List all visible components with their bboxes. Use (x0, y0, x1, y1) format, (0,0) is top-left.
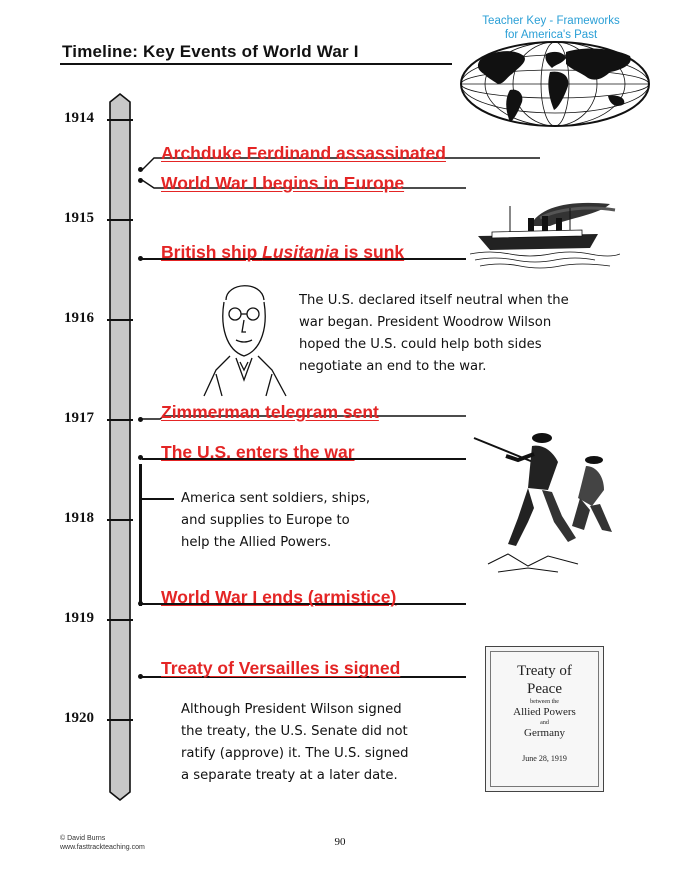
note-line: America sent soldiers, ships, (181, 491, 371, 506)
event-archduke-assassinated: Archduke Ferdinand assassinated (161, 143, 446, 163)
footer-copyright: © David Burns (60, 835, 106, 842)
year-label-1917: 1917 (64, 410, 94, 426)
note-line: ratify (approve) it. The U.S. signed (181, 746, 409, 761)
note-line: negotiate an end to the war. (299, 359, 487, 374)
note-neutrality (299, 290, 569, 378)
event-text-ship-name: Lusitania (262, 242, 339, 262)
note-line: a separate treaty at a later date. (181, 768, 398, 783)
page-number: 90 (334, 836, 346, 848)
year-label-1916: 1916 (64, 310, 94, 326)
event-text: British ship (161, 242, 263, 262)
year-tick (107, 719, 133, 721)
event-dot (138, 167, 143, 172)
world-map-globe-icon (458, 38, 652, 130)
event-war-ends-armistice: World War I ends (armistice) (161, 587, 397, 607)
note-senate-ratification (181, 699, 408, 787)
event-zimmerman-telegram: Zimmerman telegram sent (161, 402, 379, 422)
page-title: Timeline: Key Events of World War I (62, 42, 359, 61)
period-bracket (139, 464, 142, 606)
teacher-key-line: Teacher Key - Frameworks (482, 15, 620, 27)
year-label-1914: 1914 (64, 110, 94, 126)
event-lusitania-sunk (161, 242, 404, 263)
event-us-enters-war: The U.S. enters the war (161, 442, 355, 462)
note-line: hoped the U.S. could help both sides (299, 337, 542, 352)
event-war-begins: World War I begins in Europe (161, 173, 405, 193)
year-tick (107, 119, 133, 121)
note-line: Although President Wilson signed (181, 702, 402, 717)
event-treaty-of-versailles: Treaty of Versailles is signed (161, 658, 401, 678)
note-line: The U.S. declared itself neutral when the (299, 293, 569, 308)
woodrow-wilson-portrait-icon (196, 270, 292, 398)
note-line: and supplies to Europe to (181, 513, 350, 528)
event-text: is sunk (338, 242, 405, 262)
treaty-doc-date: June 28, 1919 (522, 754, 567, 763)
treaty-doc-party: Allied Powers (513, 706, 576, 718)
year-tick (107, 519, 133, 521)
soldiers-charging-icon (468, 426, 618, 576)
year-label-1915: 1915 (64, 210, 94, 226)
treaty-doc-title: Treaty of (517, 663, 572, 679)
note-line: help the Allied Powers. (181, 535, 332, 550)
treaty-doc-text: between the (530, 699, 559, 705)
year-tick (107, 219, 133, 221)
footer-credit (60, 834, 145, 852)
year-label-1920: 1920 (64, 710, 94, 726)
event-dot (138, 178, 143, 183)
title-rule (60, 63, 452, 65)
treaty-document-illustration (485, 646, 604, 792)
year-label-1919: 1919 (64, 610, 94, 626)
lusitania-ship-icon (470, 196, 620, 272)
footer-website: www.fasttrackteaching.com (60, 844, 145, 851)
treaty-doc-party: Germany (524, 727, 565, 739)
note-allied-support (181, 488, 370, 554)
year-tick (107, 419, 133, 421)
teacher-key-line: for America's Past (504, 29, 598, 41)
note-line: war began. President Woodrow Wilson (299, 315, 552, 330)
note-connector (142, 498, 174, 500)
year-tick (107, 319, 133, 321)
treaty-doc-title: Peace (527, 681, 562, 697)
treaty-document-page (490, 651, 599, 787)
year-tick (107, 619, 133, 621)
note-line: the treaty, the U.S. Senate did not (181, 724, 408, 739)
treaty-doc-text: and (540, 720, 549, 726)
year-label-1918: 1918 (64, 510, 94, 526)
